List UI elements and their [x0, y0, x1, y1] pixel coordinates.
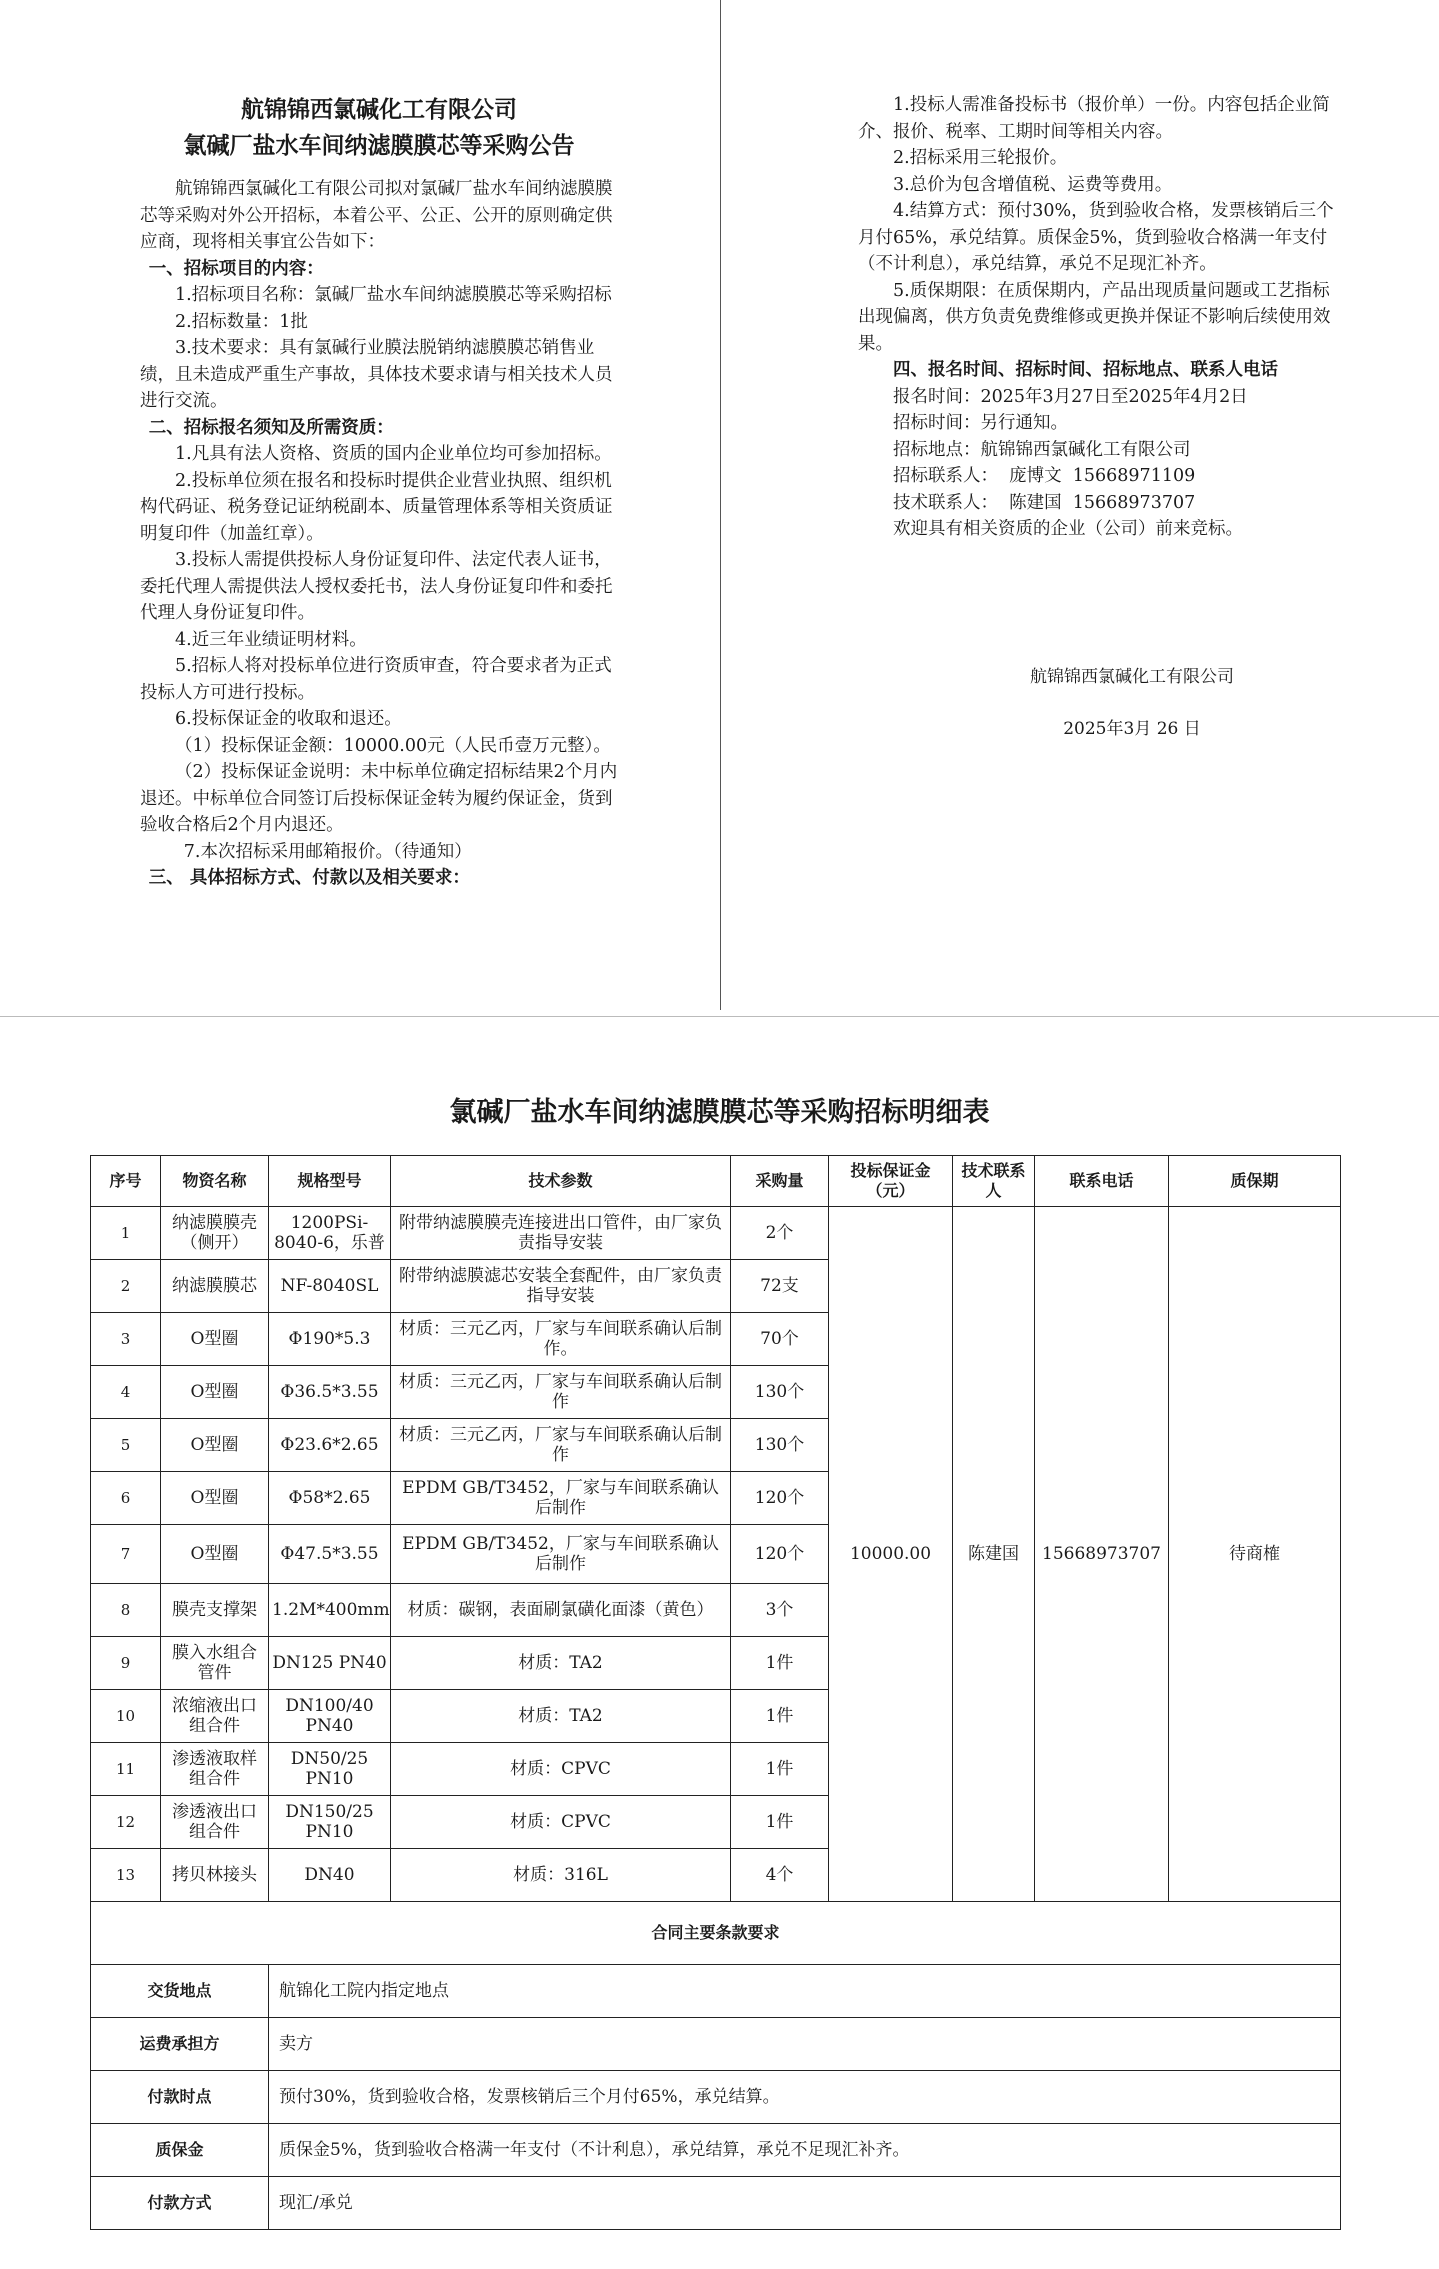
item-spec: DN40 — [269, 1849, 391, 1902]
item-spec: Φ58*2.65 — [269, 1472, 391, 1525]
bid-place: 招标地点：航锦锦西氯碱化工有限公司 — [893, 439, 1191, 460]
section2-heading: 二、招标报名须知及所需资质： — [148, 417, 394, 438]
welcome-text: 欢迎具有相关资质的企业（公司）前来竞标。 — [893, 519, 1243, 539]
item-qty: 72支 — [731, 1260, 829, 1313]
item-param: 附带纳滤膜滤芯安装全套配件，由厂家负责指导安装 — [391, 1260, 731, 1313]
company-title: 航锦锦西氯碱化工有限公司 — [241, 97, 517, 123]
item-name: 纳滤膜膜芯 — [161, 1260, 269, 1313]
header-cell: 联系电话 — [1035, 1156, 1169, 1207]
item-name: O型圈 — [161, 1366, 269, 1419]
item-name: 拷贝林接头 — [161, 1849, 269, 1902]
item-spec: Φ190*5.3 — [269, 1313, 391, 1366]
intro-paragraph: 航锦锦西氯碱化工有限公司拟对氯碱厂盐水车间纳滤膜膜芯等采购对外公开招标，本着公平、公正、公开的原则确定供应商，现将相关事宜公告如下： — [140, 179, 613, 252]
row-number: 13 — [91, 1849, 161, 1902]
terms-row — [91, 2124, 1341, 2177]
term-content: 航锦化工院内指定地点 — [269, 1965, 1341, 2018]
term-content: 质保金5%，货到验收合格满一年支付（不计利息），承兑结算，承兑不足现汇补齐。 — [269, 2124, 1341, 2177]
signature-company: 航锦锦西氯碱化工有限公司 — [1030, 667, 1234, 687]
item-param: EPDM GB/T3452，厂家与车间联系确认后制作 — [391, 1472, 731, 1525]
header-cell: 质保期 — [1169, 1156, 1341, 1207]
item-qty: 1件 — [731, 1637, 829, 1690]
s2-item7: 7.本次招标采用邮箱报价。（待通知） — [183, 841, 472, 862]
item-spec: Φ47.5*3.55 — [269, 1525, 391, 1584]
table-row — [91, 1207, 1341, 1260]
page-divider-vertical — [720, 0, 721, 1010]
terms-row — [91, 1965, 1341, 2018]
item-spec: DN150/25 PN10 — [269, 1796, 391, 1849]
item-param: 材质：316L — [391, 1849, 731, 1902]
term-content: 卖方 — [269, 2018, 1341, 2071]
item-param: 材质：TA2 — [391, 1690, 731, 1743]
item-name: 渗透液出口组合件 — [161, 1796, 269, 1849]
s3-item: 5.质保期限：在质保期内，产品出现质量问题或工艺指标出现偏离，供方负责免费维修或更换并保证不影响后续使用效果。 — [858, 280, 1331, 354]
row-number: 9 — [91, 1637, 161, 1690]
item-spec: 1200PSi-8040-6，乐普 — [269, 1207, 391, 1260]
notice-right-column — [858, 92, 1334, 543]
item-spec: DN125 PN40 — [269, 1637, 391, 1690]
item-name: 纳滤膜膜壳（侧开） — [161, 1207, 269, 1260]
s3-item: 4.结算方式：预付30%，货到验收合格，发票核销后三个月付65%，承兑结算。质保金5%，货到验收合格满一年支付（不计利息），承兑结算，承兑不足现汇补齐。 — [858, 201, 1334, 274]
header-cell: 技术参数 — [391, 1156, 731, 1207]
item-name: 膜壳支撑架 — [161, 1584, 269, 1637]
row-number: 10 — [91, 1690, 161, 1743]
item-name: 渗透液取样组合件 — [161, 1743, 269, 1796]
s2-item: 2.投标单位须在报名和投标时提供企业营业执照、组织机构代码证、税务登记证纳税副本、质量管理体系等相关资质证明复印件（加盖红章）。 — [140, 470, 613, 544]
procurement-detail-table — [90, 1155, 1341, 2230]
row-number: 8 — [91, 1584, 161, 1637]
header-cell: 技术联系人 — [953, 1156, 1035, 1207]
row-number: 5 — [91, 1419, 161, 1472]
row-number: 4 — [91, 1366, 161, 1419]
term-content: 预付30%，货到验收合格，发票核销后三个月付65%，承兑结算。 — [269, 2071, 1341, 2124]
deposit-amount: 10000.00 — [829, 1207, 953, 1902]
item-param: 材质：三元乙丙，厂家与车间联系确认后制作。 — [391, 1313, 731, 1366]
item-name: 浓缩液出口组合件 — [161, 1690, 269, 1743]
item-qty: 120个 — [731, 1472, 829, 1525]
s1-item: 3.技术要求：具有氯碱行业膜法脱销纳滤膜膜芯销售业绩，且未造成严重生产事故，具体技术要求请与相关技术人员进行交流。 — [140, 338, 613, 411]
tech-contact-name: 陈建国 — [953, 1207, 1035, 1902]
item-param: 材质：CPVC — [391, 1796, 731, 1849]
item-qty: 130个 — [731, 1419, 829, 1472]
terms-row — [91, 2177, 1341, 2230]
bid-time: 招标时间：另行通知。 — [893, 413, 1068, 433]
terms-title: 合同主要条款要求 — [91, 1902, 1341, 1965]
s2-item: 5.招标人将对投标单位进行资质审查，符合要求者为正式投标人方可进行投标。 — [140, 656, 612, 703]
item-qty: 2个 — [731, 1207, 829, 1260]
item-param: 附带纳滤膜膜壳连接进出口管件，由厂家负责指导安装 — [391, 1207, 731, 1260]
item-qty: 130个 — [731, 1366, 829, 1419]
item-qty: 3个 — [731, 1584, 829, 1637]
item-qty: 1件 — [731, 1743, 829, 1796]
item-param: 材质：TA2 — [391, 1637, 731, 1690]
row-number: 6 — [91, 1472, 161, 1525]
term-label: 交货地点 — [91, 1965, 269, 2018]
item-spec: NF-8040SL — [269, 1260, 391, 1313]
item-name: O型圈 — [161, 1525, 269, 1584]
page-divider-horizontal — [0, 1016, 1439, 1017]
terms-title-row — [91, 1902, 1341, 1965]
s3-item: 3.总价为包含增值税、运费等费用。 — [893, 174, 1173, 195]
item-param: EPDM GB/T3452，厂家与车间联系确认后制作 — [391, 1525, 731, 1584]
item-qty: 1件 — [731, 1690, 829, 1743]
term-label: 付款方式 — [91, 2177, 269, 2230]
warranty-period: 待商榷 — [1169, 1207, 1341, 1902]
terms-row — [91, 2018, 1341, 2071]
s1-item: 1.招标项目名称：氯碱厂盐水车间纳滤膜膜芯等采购招标 — [175, 285, 612, 305]
item-name: 膜入水组合管件 — [161, 1637, 269, 1690]
contact-phone: 15668973707 — [1035, 1207, 1169, 1902]
header-cell: 投标保证金（元） — [829, 1156, 953, 1207]
s2-item: 1.凡具有法人资格、资质的国内企业单位均可参加招标。 — [175, 444, 612, 464]
header-cell: 规格型号 — [269, 1156, 391, 1207]
item-param: 材质：碳钢，表面刷氯磺化面漆（黄色） — [391, 1584, 731, 1637]
row-number: 7 — [91, 1525, 161, 1584]
item-name: O型圈 — [161, 1419, 269, 1472]
s2-item: 4.近三年业绩证明材料。 — [175, 629, 367, 650]
s2-item: 6.投标保证金的收取和退还。 — [175, 709, 402, 729]
section3-heading: 三、 具体招标方式、付款以及相关要求： — [148, 868, 470, 888]
terms-row — [91, 2071, 1341, 2124]
item-qty: 4个 — [731, 1849, 829, 1902]
item-param: 材质：三元乙丙，厂家与车间联系确认后制作 — [391, 1419, 731, 1472]
item-spec: Φ23.6*2.65 — [269, 1419, 391, 1472]
term-content: 现汇/承兑 — [269, 2177, 1341, 2230]
header-cell: 采购量 — [731, 1156, 829, 1207]
item-qty: 120个 — [731, 1525, 829, 1584]
notice-title: 氯碱厂盐水车间纳滤膜膜芯等采购公告 — [183, 133, 575, 159]
bid-contact: 招标联系人： 庞博文 15668971109 — [893, 466, 1196, 486]
tech-contact: 技术联系人： 陈建国 15668973707 — [893, 492, 1196, 513]
item-qty: 1件 — [731, 1796, 829, 1849]
detail-table-title: 氯碱厂盐水车间纳滤膜膜芯等采购招标明细表 — [449, 1097, 990, 1128]
s2-item: （2）投标保证金说明：未中标单位确定招标结果2个月内退还。中标单位合同签订后投标保证金转为履约保证金，货到验收合格后2个月内退还。 — [140, 762, 618, 835]
signature-date: 2025年3月 26 日 — [1063, 719, 1201, 739]
s3-item: 1.投标人需准备投标书（报价单）一份。内容包括企业简介、报价、税率、工期时间等相关内容。 — [858, 95, 1330, 142]
header-cell: 物资名称 — [161, 1156, 269, 1207]
row-number: 11 — [91, 1743, 161, 1796]
s2-item: （1）投标保证金额：10000.00元（人民币壹万元整）。 — [175, 735, 611, 756]
item-spec: 1.2M*400mm — [269, 1584, 391, 1637]
row-number: 1 — [91, 1207, 161, 1260]
s1-item: 2.招标数量：1批 — [175, 311, 308, 332]
s2-item: 3.投标人需提供投标人身份证复印件、法定代表人证书，委托代理人需提供法人授权委托书，法人身份证复印件和委托代理人身份证复印件。 — [140, 550, 613, 623]
term-label: 运费承担方 — [91, 2018, 269, 2071]
row-number: 12 — [91, 1796, 161, 1849]
term-label: 付款时点 — [91, 2071, 269, 2124]
item-name: O型圈 — [161, 1313, 269, 1366]
row-number: 2 — [91, 1260, 161, 1313]
item-spec: DN100/40 PN40 — [269, 1690, 391, 1743]
item-name: O型圈 — [161, 1472, 269, 1525]
item-spec: Φ36.5*3.55 — [269, 1366, 391, 1419]
table-header-row — [91, 1156, 1341, 1207]
item-param: 材质：三元乙丙，厂家与车间联系确认后制作 — [391, 1366, 731, 1419]
registration-time: 报名时间：2025年3月27日至2025年4月2日 — [893, 386, 1248, 407]
item-qty: 70个 — [731, 1313, 829, 1366]
item-spec: DN50/25 PN10 — [269, 1743, 391, 1796]
section1-heading: 一、招标项目的内容： — [148, 258, 324, 279]
header-cell: 序号 — [91, 1156, 161, 1207]
row-number: 3 — [91, 1313, 161, 1366]
s3-item: 2.招标采用三轮报价。 — [893, 148, 1068, 168]
section4-heading: 四、报名时间、招标时间、招标地点、联系人电话 — [893, 360, 1278, 380]
notice-left-column — [140, 92, 618, 892]
term-label: 质保金 — [91, 2124, 269, 2177]
item-param: 材质：CPVC — [391, 1743, 731, 1796]
